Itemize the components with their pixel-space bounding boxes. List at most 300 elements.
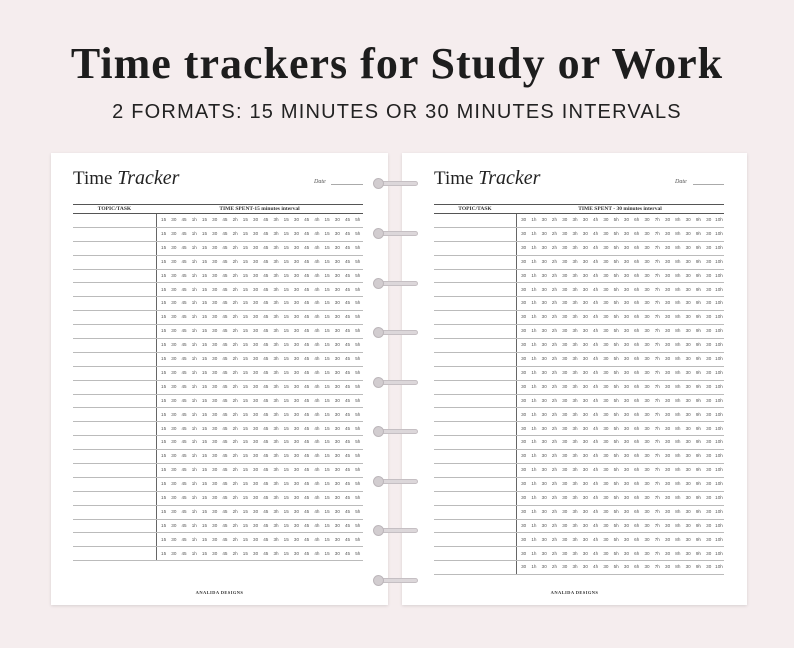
interval-label[interactable]: 30 [171, 258, 177, 264]
interval-label[interactable]: 15 [324, 411, 330, 417]
interval-label[interactable]: 4h [314, 439, 320, 445]
interval-label[interactable]: 30 [171, 494, 177, 500]
interval-label[interactable]: 1h [531, 356, 537, 362]
interval-label[interactable]: 4h [593, 481, 599, 487]
interval-label[interactable]: 30 [171, 481, 177, 487]
interval-label[interactable]: 10h [715, 217, 723, 223]
interval-label[interactable]: 45 [304, 397, 310, 403]
interval-label[interactable]: 15 [201, 522, 208, 528]
interval-label[interactable]: 10h [715, 272, 723, 278]
interval-label[interactable]: 30 [171, 508, 177, 514]
interval-label[interactable]: 9h [695, 383, 701, 389]
interval-label[interactable]: 30 [334, 356, 340, 362]
interval-label[interactable]: 15 [283, 508, 289, 514]
interval-label[interactable]: 30 [623, 258, 630, 264]
interval-label[interactable]: 2h [232, 536, 238, 542]
interval-label[interactable]: 45 [181, 439, 187, 445]
interval-label[interactable]: 7h [654, 286, 660, 292]
interval-label[interactable]: 30 [171, 356, 177, 362]
interval-label[interactable]: 15 [201, 536, 208, 542]
interval-label[interactable]: 45 [344, 522, 351, 528]
interval-label[interactable]: 6h [634, 244, 640, 250]
interval-label[interactable]: 30 [171, 550, 177, 556]
interval-label[interactable]: 1h [191, 536, 197, 542]
interval-label[interactable]: 15 [242, 508, 248, 514]
interval-label[interactable]: 30 [665, 342, 671, 348]
interval-label[interactable]: 4h [593, 522, 599, 528]
interval-label[interactable]: 2h [232, 258, 238, 264]
interval-label[interactable]: 4h [593, 453, 599, 459]
interval-label[interactable]: 3h [572, 411, 578, 417]
interval-label[interactable]: 5h [355, 258, 361, 264]
interval-label[interactable]: 1h [531, 328, 537, 334]
interval-label[interactable]: 30 [706, 244, 712, 250]
interval-label[interactable]: 6h [634, 564, 640, 570]
interval-label[interactable]: 30 [706, 328, 712, 334]
interval-label[interactable]: 3h [572, 508, 578, 514]
interval-label[interactable]: 45 [304, 536, 310, 542]
interval-label[interactable]: 2h [232, 328, 238, 334]
interval-label[interactable]: 30 [665, 231, 671, 237]
interval-label[interactable]: 7h [654, 550, 660, 556]
interval-label[interactable]: 30 [623, 217, 630, 223]
interval-label[interactable]: 15 [161, 286, 167, 292]
interval-label[interactable]: 9h [695, 356, 701, 362]
interval-label[interactable]: 30 [623, 536, 630, 542]
interval-label[interactable]: 30 [706, 217, 712, 223]
interval-label[interactable]: 30 [665, 467, 671, 473]
interval-label[interactable]: 30 [253, 453, 259, 459]
interval-label[interactable]: 15 [201, 342, 208, 348]
interval-label[interactable]: 10h [715, 439, 723, 445]
interval-label[interactable]: 45 [304, 494, 310, 500]
interval-label[interactable]: 30 [521, 328, 527, 334]
interval-label[interactable]: 30 [562, 494, 568, 500]
interval-label[interactable]: 3h [273, 342, 279, 348]
interval-label[interactable]: 45 [222, 550, 228, 556]
interval-label[interactable]: 30 [665, 258, 671, 264]
interval-label[interactable]: 30 [706, 272, 712, 278]
interval-label[interactable]: 1h [531, 397, 537, 403]
interval-label[interactable]: 30 [665, 508, 671, 514]
interval-label[interactable]: 30 [603, 217, 609, 223]
interval-label[interactable]: 4h [593, 217, 599, 223]
interval-label[interactable]: 10h [715, 508, 723, 514]
interval-label[interactable]: 30 [253, 342, 259, 348]
interval-label[interactable]: 30 [603, 536, 609, 542]
interval-label[interactable]: 2h [551, 411, 558, 417]
interval-label[interactable]: 2h [232, 342, 238, 348]
interval-label[interactable]: 45 [344, 411, 351, 417]
interval-label[interactable]: 45 [263, 536, 269, 542]
interval-label[interactable]: 6h [634, 536, 640, 542]
topic-cell[interactable] [434, 450, 516, 464]
interval-label[interactable]: 45 [181, 453, 187, 459]
interval-label[interactable]: 45 [304, 328, 310, 334]
interval-label[interactable]: 45 [304, 217, 310, 223]
interval-label[interactable]: 45 [222, 508, 228, 514]
interval-label[interactable]: 30 [582, 467, 588, 473]
interval-label[interactable]: 5h [355, 425, 361, 431]
interval-label[interactable]: 45 [181, 397, 187, 403]
interval-label[interactable]: 4h [593, 467, 599, 473]
topic-cell[interactable] [434, 241, 516, 255]
interval-label[interactable]: 6h [634, 272, 640, 278]
interval-label[interactable]: 15 [161, 522, 167, 528]
interval-label[interactable]: 45 [304, 439, 310, 445]
topic-cell[interactable] [434, 366, 516, 380]
interval-label[interactable]: 30 [685, 550, 691, 556]
interval-label[interactable]: 30 [521, 217, 527, 223]
interval-label[interactable]: 9h [695, 467, 701, 473]
interval-label[interactable]: 4h [314, 467, 320, 473]
interval-label[interactable]: 30 [685, 397, 691, 403]
interval-label[interactable]: 45 [181, 231, 187, 237]
interval-label[interactable]: 8h [675, 244, 681, 250]
interval-label[interactable]: 9h [695, 453, 701, 459]
interval-label[interactable]: 45 [344, 244, 351, 250]
interval-label[interactable]: 45 [344, 481, 351, 487]
interval-label[interactable]: 3h [572, 481, 578, 487]
interval-label[interactable]: 30 [334, 369, 340, 375]
interval-label[interactable]: 30 [644, 383, 650, 389]
interval-label[interactable]: 5h [613, 564, 619, 570]
interval-label[interactable]: 30 [582, 494, 588, 500]
interval-label[interactable]: 30 [665, 425, 671, 431]
interval-label[interactable]: 10h [715, 522, 723, 528]
interval-label[interactable]: 2h [551, 328, 558, 334]
interval-label[interactable]: 15 [283, 522, 289, 528]
interval-label[interactable]: 30 [212, 481, 218, 487]
interval-label[interactable]: 15 [324, 314, 330, 320]
interval-label[interactable]: 15 [283, 286, 289, 292]
interval-label[interactable]: 30 [562, 522, 568, 528]
interval-label[interactable]: 30 [171, 217, 177, 223]
topic-cell[interactable] [73, 297, 156, 311]
interval-label[interactable]: 30 [541, 217, 547, 223]
interval-label[interactable]: 30 [706, 425, 712, 431]
interval-label[interactable]: 30 [253, 217, 259, 223]
interval-label[interactable]: 30 [603, 425, 609, 431]
interval-label[interactable]: 30 [293, 439, 300, 445]
interval-label[interactable]: 45 [263, 494, 269, 500]
interval-label[interactable]: 15 [201, 453, 208, 459]
interval-label[interactable]: 2h [551, 217, 558, 223]
interval-label[interactable]: 5h [355, 272, 361, 278]
interval-label[interactable]: 15 [161, 231, 167, 237]
interval-label[interactable]: 4h [314, 244, 320, 250]
interval-label[interactable]: 8h [675, 356, 681, 362]
interval-label[interactable]: 30 [603, 397, 609, 403]
topic-cell[interactable] [434, 547, 516, 561]
interval-label[interactable]: 7h [654, 494, 660, 500]
interval-label[interactable]: 3h [273, 508, 279, 514]
interval-label[interactable]: 1h [531, 272, 537, 278]
interval-label[interactable]: 30 [253, 425, 259, 431]
interval-label[interactable]: 30 [541, 494, 547, 500]
interval-label[interactable]: 30 [541, 272, 547, 278]
topic-cell[interactable] [73, 464, 156, 478]
interval-label[interactable]: 6h [634, 425, 640, 431]
topic-cell[interactable] [434, 214, 516, 228]
interval-label[interactable]: 3h [572, 231, 578, 237]
interval-label[interactable]: 30 [706, 369, 712, 375]
interval-label[interactable]: 45 [304, 314, 310, 320]
topic-cell[interactable] [434, 255, 516, 269]
interval-label[interactable]: 4h [593, 272, 599, 278]
topic-cell[interactable] [73, 311, 156, 325]
interval-label[interactable]: 5h [355, 522, 361, 528]
interval-label[interactable]: 15 [242, 328, 248, 334]
interval-label[interactable]: 1h [531, 231, 537, 237]
interval-label[interactable]: 15 [283, 300, 289, 306]
interval-label[interactable]: 30 [212, 508, 218, 514]
interval-label[interactable]: 8h [675, 411, 681, 417]
interval-label[interactable]: 30 [685, 453, 691, 459]
interval-label[interactable]: 30 [521, 244, 527, 250]
interval-label[interactable]: 30 [603, 522, 609, 528]
interval-label[interactable]: 30 [212, 439, 218, 445]
interval-label[interactable]: 30 [541, 481, 547, 487]
interval-label[interactable]: 30 [521, 258, 527, 264]
interval-label[interactable]: 15 [324, 536, 330, 542]
interval-label[interactable]: 30 [644, 369, 650, 375]
interval-label[interactable]: 15 [283, 258, 289, 264]
interval-label[interactable]: 4h [593, 300, 599, 306]
interval-label[interactable]: 45 [304, 508, 310, 514]
interval-label[interactable]: 10h [715, 300, 723, 306]
interval-label[interactable]: 15 [242, 258, 248, 264]
interval-label[interactable]: 15 [283, 550, 289, 556]
interval-label[interactable]: 45 [222, 453, 228, 459]
topic-cell[interactable] [434, 491, 516, 505]
interval-label[interactable]: 30 [253, 231, 259, 237]
interval-label[interactable]: 1h [531, 411, 537, 417]
interval-label[interactable]: 45 [263, 231, 269, 237]
interval-label[interactable]: 30 [253, 439, 259, 445]
interval-label[interactable]: 30 [521, 467, 527, 473]
interval-label[interactable]: 15 [161, 300, 167, 306]
interval-label[interactable]: 1h [191, 286, 197, 292]
topic-cell[interactable] [73, 283, 156, 297]
interval-label[interactable]: 5h [613, 314, 619, 320]
interval-label[interactable]: 15 [161, 397, 167, 403]
interval-label[interactable]: 15 [201, 300, 208, 306]
interval-label[interactable]: 30 [334, 425, 340, 431]
interval-label[interactable]: 7h [654, 411, 660, 417]
interval-label[interactable]: 7h [654, 383, 660, 389]
interval-label[interactable]: 30 [582, 300, 588, 306]
interval-label[interactable]: 5h [355, 244, 361, 250]
interval-label[interactable]: 30 [685, 494, 691, 500]
interval-label[interactable]: 45 [263, 467, 269, 473]
interval-label[interactable]: 30 [334, 481, 340, 487]
interval-label[interactable]: 1h [191, 244, 197, 250]
interval-label[interactable]: 2h [232, 467, 238, 473]
interval-label[interactable]: 30 [253, 369, 259, 375]
interval-label[interactable]: 30 [541, 425, 547, 431]
interval-label[interactable]: 30 [706, 550, 712, 556]
interval-label[interactable]: 4h [593, 314, 599, 320]
interval-label[interactable]: 30 [212, 411, 218, 417]
interval-label[interactable]: 1h [531, 481, 537, 487]
topic-cell[interactable] [73, 422, 156, 436]
interval-label[interactable]: 15 [161, 494, 167, 500]
interval-label[interactable]: 3h [273, 328, 279, 334]
interval-label[interactable]: 30 [212, 536, 218, 542]
interval-label[interactable]: 30 [562, 272, 568, 278]
interval-label[interactable]: 1h [191, 550, 197, 556]
interval-label[interactable]: 30 [582, 439, 588, 445]
interval-label[interactable]: 30 [685, 231, 691, 237]
interval-label[interactable]: 30 [212, 397, 218, 403]
interval-label[interactable]: 45 [222, 217, 228, 223]
interval-label[interactable]: 30 [562, 383, 568, 389]
interval-label[interactable]: 30 [212, 522, 218, 528]
interval-label[interactable]: 30 [603, 244, 609, 250]
interval-label[interactable]: 7h [654, 481, 660, 487]
interval-label[interactable]: 45 [344, 453, 351, 459]
interval-label[interactable]: 4h [314, 397, 320, 403]
interval-label[interactable]: 45 [222, 369, 228, 375]
interval-label[interactable]: 30 [706, 481, 712, 487]
topic-cell[interactable] [434, 436, 516, 450]
interval-label[interactable]: 30 [171, 522, 177, 528]
interval-label[interactable]: 9h [695, 411, 701, 417]
interval-label[interactable]: 7h [654, 397, 660, 403]
interval-label[interactable]: 5h [355, 328, 361, 334]
interval-label[interactable]: 5h [355, 217, 361, 223]
interval-label[interactable]: 15 [201, 411, 208, 417]
interval-label[interactable]: 15 [201, 356, 208, 362]
interval-label[interactable]: 30 [541, 231, 547, 237]
interval-label[interactable]: 2h [232, 244, 238, 250]
interval-label[interactable]: 30 [334, 272, 340, 278]
interval-label[interactable]: 4h [314, 508, 320, 514]
interval-label[interactable]: 30 [521, 314, 527, 320]
interval-label[interactable]: 15 [324, 328, 330, 334]
interval-label[interactable]: 2h [551, 536, 558, 542]
interval-label[interactable]: 30 [562, 564, 568, 570]
interval-label[interactable]: 45 [222, 258, 228, 264]
interval-label[interactable]: 5h [613, 217, 619, 223]
interval-label[interactable]: 45 [263, 217, 269, 223]
topic-cell[interactable] [434, 519, 516, 533]
interval-label[interactable]: 30 [582, 564, 588, 570]
interval-label[interactable]: 1h [531, 217, 537, 223]
interval-label[interactable]: 30 [644, 231, 650, 237]
interval-label[interactable]: 15 [161, 328, 167, 334]
interval-label[interactable]: 30 [171, 369, 177, 375]
interval-label[interactable]: 30 [253, 481, 259, 487]
interval-label[interactable]: 30 [685, 508, 691, 514]
interval-label[interactable]: 3h [572, 494, 578, 500]
interval-label[interactable]: 2h [551, 508, 558, 514]
interval-label[interactable]: 5h [613, 550, 619, 556]
interval-label[interactable]: 1h [191, 231, 197, 237]
interval-label[interactable]: 15 [283, 272, 289, 278]
interval-label[interactable]: 45 [263, 356, 269, 362]
interval-label[interactable]: 4h [314, 383, 320, 389]
interval-label[interactable]: 30 [644, 356, 650, 362]
interval-label[interactable]: 3h [572, 356, 578, 362]
interval-label[interactable]: 9h [695, 258, 701, 264]
interval-label[interactable]: 5h [355, 536, 361, 542]
interval-label[interactable]: 45 [304, 369, 310, 375]
interval-label[interactable]: 30 [253, 328, 259, 334]
interval-label[interactable]: 30 [541, 564, 547, 570]
interval-label[interactable]: 10h [715, 231, 723, 237]
interval-label[interactable]: 30 [562, 342, 568, 348]
interval-label[interactable]: 2h [232, 314, 238, 320]
interval-label[interactable]: 30 [623, 564, 630, 570]
topic-cell[interactable] [73, 505, 156, 519]
interval-label[interactable]: 2h [551, 453, 558, 459]
interval-label[interactable]: 30 [665, 356, 671, 362]
interval-label[interactable]: 45 [304, 425, 310, 431]
interval-label[interactable]: 30 [293, 314, 300, 320]
interval-label[interactable]: 4h [593, 536, 599, 542]
interval-label[interactable]: 30 [644, 481, 650, 487]
interval-label[interactable]: 8h [675, 550, 681, 556]
interval-label[interactable]: 15 [242, 342, 248, 348]
interval-label[interactable]: 8h [675, 536, 681, 542]
interval-label[interactable]: 30 [521, 369, 527, 375]
interval-label[interactable]: 45 [222, 286, 228, 292]
interval-label[interactable]: 15 [242, 536, 248, 542]
interval-label[interactable]: 5h [613, 356, 619, 362]
interval-label[interactable]: 5h [613, 508, 619, 514]
interval-label[interactable]: 45 [344, 425, 351, 431]
topic-cell[interactable] [434, 533, 516, 547]
interval-label[interactable]: 4h [593, 369, 599, 375]
interval-label[interactable]: 45 [344, 314, 351, 320]
interval-label[interactable]: 15 [242, 244, 248, 250]
interval-label[interactable]: 4h [593, 564, 599, 570]
interval-label[interactable]: 10h [715, 328, 723, 334]
interval-label[interactable]: 1h [191, 411, 197, 417]
interval-label[interactable]: 15 [283, 397, 289, 403]
interval-label[interactable]: 30 [603, 411, 609, 417]
interval-label[interactable]: 2h [551, 258, 558, 264]
interval-label[interactable]: 15 [242, 397, 248, 403]
interval-label[interactable]: 30 [334, 300, 340, 306]
interval-label[interactable]: 15 [201, 439, 208, 445]
interval-label[interactable]: 30 [706, 258, 712, 264]
interval-label[interactable]: 30 [623, 481, 630, 487]
interval-label[interactable]: 30 [623, 550, 630, 556]
interval-label[interactable]: 1h [191, 328, 197, 334]
interval-label[interactable]: 30 [171, 467, 177, 473]
interval-label[interactable]: 7h [654, 328, 660, 334]
interval-label[interactable]: 6h [634, 397, 640, 403]
interval-label[interactable]: 1h [531, 522, 537, 528]
interval-label[interactable]: 15 [161, 356, 167, 362]
interval-label[interactable]: 4h [593, 286, 599, 292]
interval-label[interactable]: 30 [603, 564, 609, 570]
interval-label[interactable]: 9h [695, 397, 701, 403]
interval-label[interactable]: 45 [181, 550, 187, 556]
interval-label[interactable]: 30 [521, 231, 527, 237]
interval-label[interactable]: 1h [531, 244, 537, 250]
topic-cell[interactable] [73, 214, 156, 228]
interval-label[interactable]: 30 [521, 494, 527, 500]
interval-label[interactable]: 30 [706, 439, 712, 445]
interval-label[interactable]: 1h [191, 258, 197, 264]
interval-label[interactable]: 2h [232, 550, 238, 556]
interval-label[interactable]: 7h [654, 300, 660, 306]
interval-label[interactable]: 30 [521, 356, 527, 362]
